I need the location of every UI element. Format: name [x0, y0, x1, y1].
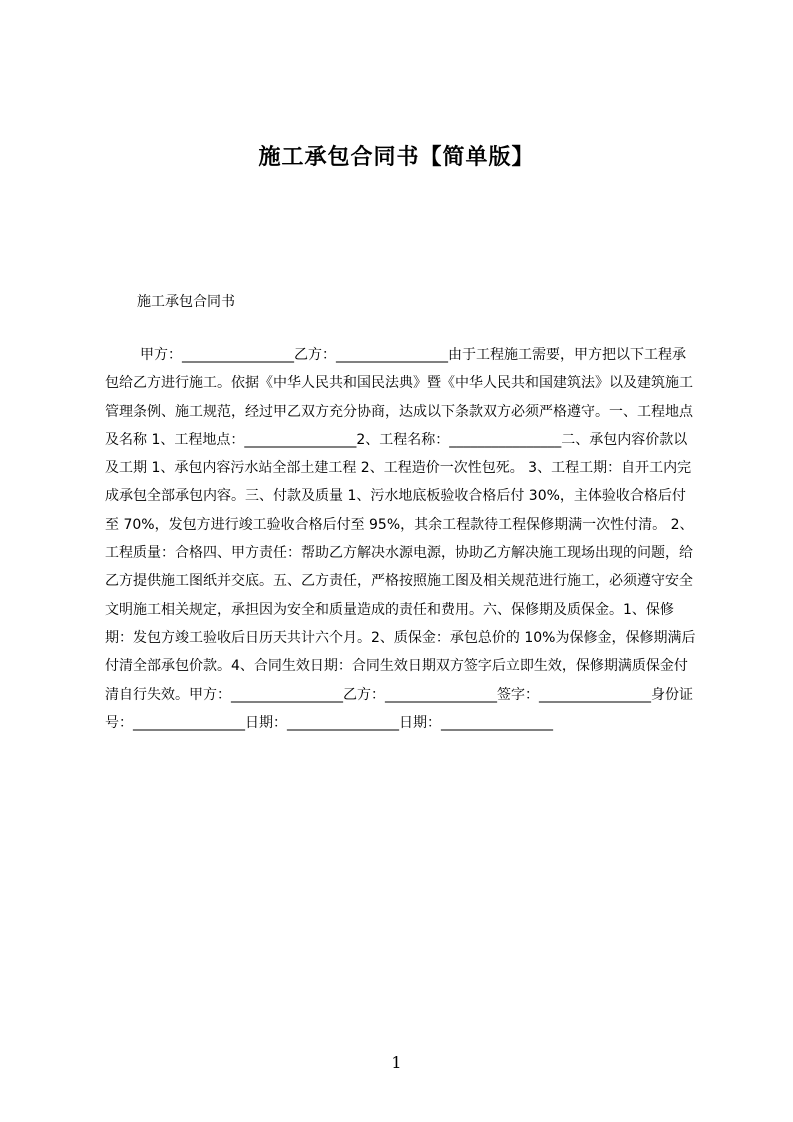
document-subtitle: 施工承包合同书: [137, 294, 235, 310]
document-title: 施工承包合同书【简单版】: [258, 145, 535, 170]
page-number: 1: [391, 1053, 402, 1072]
contract-body: 甲方：________________乙方：________________由于工程施工需要，甲方把以下工程承包给乙方进行施工。依据《中华人民共和国民法典》暨《中华人民共和国建筑法》以及建筑施工管理条例、施工规范，经过甲乙双方充分协商，达成以下条款双方必须严格遵守。一、工程地点及名称 1、工程地点：________________2、工程名称：________________二、承包内容价款以及工期 1、承包内容污水站全部土建工程 2、工程造价一次性包死。 3、工程工期：自开工内完成承包全部承包内容。三、付款及质量 1、污水地底板验收合格后付 30%，主体验收合格后付至 70%，发包方进行竣工验收合格后付至 95%，其余工程款待工程保修期满一次性付清。 2、工程质量：合格四、甲方责任：帮助乙方解决水源电源，协助乙方解决施工现场出现的问题，给乙方提供施工图纸并交底。五、乙方责任，严格按照施工图及相关规范进行施工，必须遵守安全文明施工相关规定，承担因为安全和质量造成的责任和费用。六、保修期及质保金。1、保修期：发包方竣工验收后日历天共计六个月。2、质保金：承包总价的 10%为保修金，保修期满后付清全部承包价款。4、合同生效日期：合同生效日期双方签字后立即生效，保修期满质保金付清自行失效。甲方：________________乙方：________________签字：________________身份证号：________________日期：________________日期：________________: [105, 347, 696, 731]
